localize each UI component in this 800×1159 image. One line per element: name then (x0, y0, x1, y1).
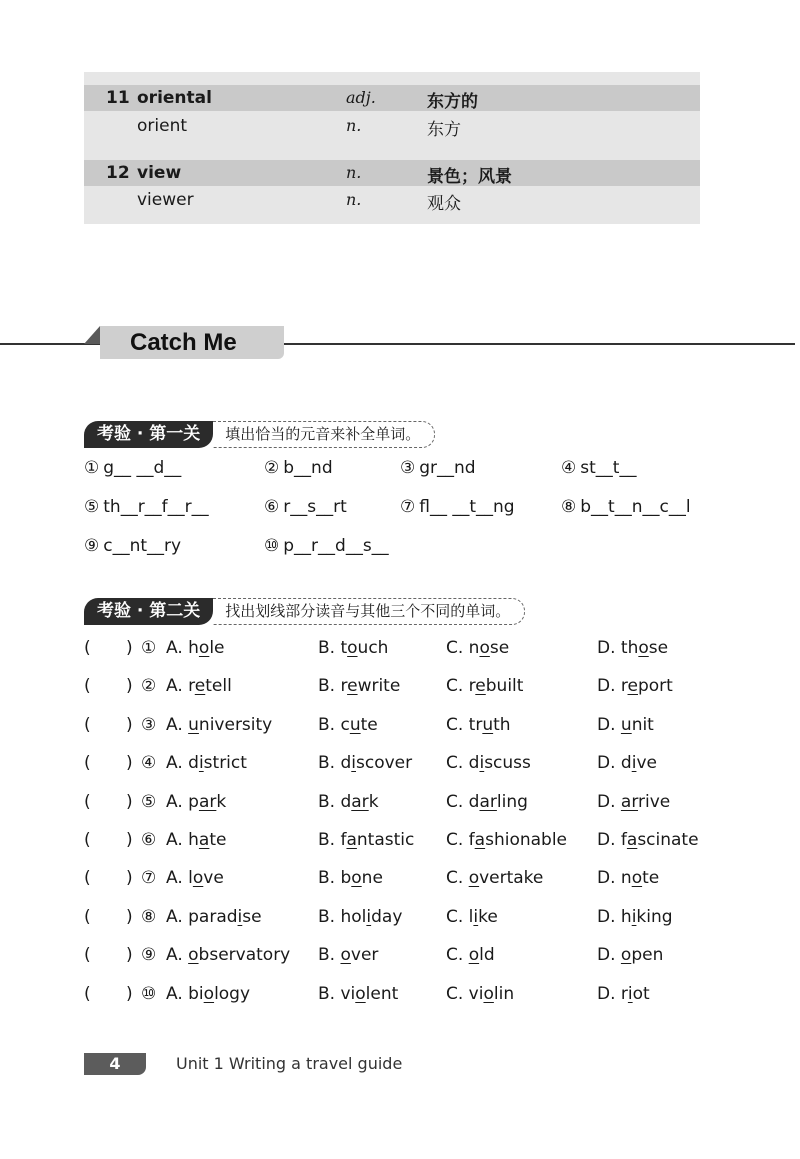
option-prefix: D. f (597, 830, 627, 850)
choice-option[interactable] (318, 676, 400, 696)
item-number: ⑥ (264, 497, 280, 517)
option-suffix: uch (357, 638, 389, 658)
underlined-letters: o (203, 984, 215, 1004)
choice-option[interactable] (446, 753, 531, 773)
option-suffix: tell (205, 676, 232, 696)
answer-blank[interactable] (94, 984, 124, 1004)
option-suffix: ld (479, 945, 495, 965)
option-suffix: te (360, 715, 378, 735)
underlined-letters: o (192, 868, 204, 888)
fill-in-item (400, 458, 476, 478)
underlined-letters: ar (620, 792, 639, 812)
option-prefix: C. vi (446, 984, 484, 1004)
underlined-letters: u (188, 715, 199, 735)
answer-paren-open: ( (84, 984, 91, 1004)
question-number: ⑧ (141, 907, 157, 927)
option-suffix: bservatory (198, 945, 291, 965)
item-number: ⑨ (84, 536, 100, 556)
item-number: ④ (561, 458, 577, 478)
option-prefix: C. n (446, 638, 480, 658)
answer-paren-open: ( (84, 792, 91, 812)
section-title: Catch Me (100, 326, 284, 359)
option-suffix: le (209, 638, 225, 658)
level1-instruction: 填出恰当的元音来补全单词。 (213, 421, 435, 448)
underlined-letters: o (351, 868, 362, 888)
answer-paren-close: ) (126, 830, 133, 850)
option-suffix: nit (631, 715, 654, 735)
option-prefix: C. tr (446, 715, 483, 735)
answer-blank[interactable] (94, 676, 124, 696)
fill-in-word[interactable]: fl__ __t__ng (419, 497, 515, 517)
choice-option[interactable] (318, 868, 383, 888)
answer-paren-close: ) (126, 792, 133, 812)
choice-option[interactable] (166, 868, 224, 888)
fill-in-word[interactable]: b__t__n__c__l (580, 497, 691, 517)
vocab-pos: n. (346, 163, 362, 182)
underlined-letters: o (479, 638, 490, 658)
fill-in-item (84, 458, 181, 478)
answer-paren-close: ) (126, 676, 133, 696)
answer-paren-open: ( (84, 830, 91, 850)
answer-paren-close: ) (126, 984, 133, 1004)
choice-option[interactable] (318, 984, 398, 1004)
option-prefix: B. d (318, 753, 352, 773)
option-prefix: B. t (318, 638, 348, 658)
option-prefix: C. r (446, 676, 476, 696)
option-prefix: D. r (597, 984, 628, 1004)
option-suffix: rive (638, 792, 671, 812)
question-number: ④ (141, 753, 157, 773)
option-suffix: ver (350, 945, 379, 965)
underlined-letters: o (198, 638, 210, 658)
fill-in-item (264, 536, 389, 556)
answer-blank[interactable] (94, 945, 124, 965)
option-prefix: A. h (166, 830, 199, 850)
underlined-letters: e (627, 676, 638, 696)
choice-option[interactable] (166, 676, 232, 696)
question-number: ⑩ (141, 984, 157, 1004)
choice-option[interactable] (446, 830, 567, 850)
fill-in-item (84, 536, 181, 556)
answer-paren-open: ( (84, 907, 91, 927)
option-prefix: D. n (597, 868, 632, 888)
choice-option[interactable] (597, 984, 650, 1004)
option-prefix: D. (597, 945, 621, 965)
option-suffix: logy (214, 984, 251, 1004)
underlined-letters: u (482, 715, 494, 735)
option-suffix: vertake (479, 868, 544, 888)
underlined-letters: u (620, 715, 632, 735)
option-suffix: te (209, 830, 227, 850)
underlined-letters: ar (351, 792, 369, 812)
option-suffix: built (485, 676, 524, 696)
level1-header (84, 421, 435, 448)
choice-option[interactable] (166, 984, 250, 1004)
choice-option[interactable] (318, 945, 378, 965)
choice-option[interactable] (597, 945, 663, 965)
question-number: ② (141, 676, 157, 696)
choice-option[interactable] (597, 638, 668, 658)
option-suffix: k (368, 792, 379, 812)
option-suffix: shionable (485, 830, 568, 850)
vocab-meaning: 东方的 (427, 92, 478, 112)
option-suffix: ot (632, 984, 650, 1004)
answer-paren-close: ) (126, 715, 133, 735)
choice-option[interactable] (446, 907, 498, 927)
option-prefix: B. vi (318, 984, 356, 1004)
fill-in-word[interactable]: b__nd (283, 458, 333, 478)
choice-option[interactable] (446, 638, 509, 658)
choice-option[interactable] (597, 830, 699, 850)
vocab-word: oriental (137, 88, 212, 108)
option-prefix: C. d (446, 753, 480, 773)
fill-in-item (84, 497, 209, 517)
fill-in-word[interactable]: st__t__ (580, 458, 637, 478)
level2-badge: 考验 · 第二关 (84, 598, 213, 625)
option-prefix: D. (597, 715, 621, 735)
answer-paren-close: ) (126, 907, 133, 927)
answer-paren-close: ) (126, 753, 133, 773)
choice-option[interactable] (318, 715, 378, 735)
vocab-meaning: 景色；风景 (427, 167, 512, 187)
fill-in-word[interactable]: th__r__f__r__ (103, 497, 209, 517)
underlined-letters: i (631, 753, 637, 773)
underlined-letters: i (366, 907, 372, 927)
option-suffix: pen (631, 945, 664, 965)
question-number: ⑥ (141, 830, 157, 850)
fill-in-word[interactable]: r__s__rt (283, 497, 347, 517)
fill-in-word[interactable]: p__r__d__s__ (283, 536, 389, 556)
choice-option[interactable] (166, 792, 226, 812)
answer-blank[interactable] (94, 753, 124, 773)
choice-option[interactable] (446, 868, 543, 888)
option-prefix: A. p (166, 792, 199, 812)
option-prefix: D. d (597, 753, 632, 773)
choice-option[interactable] (446, 945, 495, 965)
answer-paren-open: ( (84, 868, 91, 888)
option-prefix: C. (446, 945, 469, 965)
footer-unit-title: Unit 1 Writing a travel guide (176, 1054, 403, 1073)
option-suffix: se (242, 907, 262, 927)
option-suffix: ve (203, 868, 224, 888)
underlined-letters: o (638, 638, 649, 658)
underlined-letters: i (473, 907, 479, 927)
option-prefix: C. l (446, 907, 474, 927)
level2-instruction: 找出划线部分读音与其他三个不同的单词。 (213, 598, 525, 625)
option-suffix: k (216, 792, 227, 812)
choice-option[interactable] (318, 907, 402, 927)
answer-blank[interactable] (94, 868, 124, 888)
option-suffix: lin (493, 984, 515, 1004)
underlined-letters: a (474, 830, 486, 850)
answer-paren-open: ( (84, 945, 91, 965)
option-prefix: D. r (597, 676, 628, 696)
choice-option[interactable] (166, 638, 225, 658)
option-prefix: A. r (166, 676, 195, 696)
underlined-letters: i (237, 907, 243, 927)
choice-option[interactable] (166, 753, 247, 773)
choice-option[interactable] (318, 830, 414, 850)
option-prefix: B. r (318, 676, 348, 696)
fill-in-word[interactable]: gr__nd (419, 458, 476, 478)
underlined-letters: a (198, 830, 210, 850)
option-suffix: ke (478, 907, 498, 927)
vocab-sub-meaning: 观众 (427, 194, 461, 214)
answer-paren-open: ( (84, 753, 91, 773)
answer-paren-close: ) (126, 868, 133, 888)
underlined-letters: u (349, 715, 361, 735)
choice-option[interactable] (166, 830, 226, 850)
option-prefix: A. l (166, 868, 193, 888)
option-prefix: A. parad (166, 907, 238, 927)
option-prefix: B. (318, 945, 341, 965)
option-suffix: scuss (484, 753, 531, 773)
underlined-letters: a (626, 830, 638, 850)
question-number: ③ (141, 715, 157, 735)
option-suffix: se (648, 638, 669, 658)
underlined-letters: a (346, 830, 357, 850)
option-prefix: C. f (446, 830, 475, 850)
option-suffix: ve (636, 753, 657, 773)
option-suffix: se (489, 638, 510, 658)
vocab-pos: adj. (346, 88, 376, 107)
choice-option[interactable] (446, 715, 511, 735)
option-suffix: scinate (637, 830, 699, 850)
option-prefix: A. bi (166, 984, 204, 1004)
option-suffix: scover (356, 753, 413, 773)
option-prefix: B. d (318, 792, 352, 812)
vocab-word: view (137, 163, 182, 183)
choice-option[interactable] (597, 753, 657, 773)
answer-blank[interactable] (94, 792, 124, 812)
section-rule-right (284, 343, 795, 345)
underlined-letters: o (468, 868, 480, 888)
underlined-letters: o (340, 945, 351, 965)
choice-option[interactable] (597, 792, 670, 812)
answer-blank[interactable] (94, 907, 124, 927)
item-number: ③ (400, 458, 416, 478)
underlined-letters: i (627, 984, 633, 1004)
question-number: ⑦ (141, 868, 157, 888)
section-tab-corner (84, 326, 100, 344)
question-number: ① (141, 638, 157, 658)
choice-option[interactable] (166, 715, 272, 735)
question-number: ⑨ (141, 945, 157, 965)
vocab-number: 11 (106, 88, 130, 108)
option-suffix: ntastic (356, 830, 415, 850)
underlined-letters: e (347, 676, 358, 696)
option-prefix: A. h (166, 638, 199, 658)
option-suffix: te (642, 868, 660, 888)
option-prefix: C. d (446, 792, 480, 812)
answer-paren-open: ( (84, 676, 91, 696)
choice-option[interactable] (446, 792, 528, 812)
underlined-letters: o (188, 945, 199, 965)
fill-in-item (400, 497, 515, 517)
choice-option[interactable] (597, 676, 673, 696)
vocab-sub-word: orient (137, 116, 188, 136)
option-prefix: A. (166, 945, 189, 965)
item-number: ⑧ (561, 497, 577, 517)
underlined-letters: o (355, 984, 366, 1004)
choice-option[interactable] (318, 753, 412, 773)
answer-blank[interactable] (94, 715, 124, 735)
underlined-letters: o (631, 868, 643, 888)
option-prefix: D. h (597, 907, 632, 927)
underlined-letters: o (620, 945, 632, 965)
option-prefix: A. (166, 715, 189, 735)
choice-option[interactable] (166, 945, 290, 965)
underlined-letters: o (347, 638, 358, 658)
option-suffix: strict (203, 753, 247, 773)
level1-badge: 考验 · 第一关 (84, 421, 213, 448)
underlined-letters: i (479, 753, 485, 773)
fill-in-item (264, 497, 347, 517)
choice-option[interactable] (166, 907, 262, 927)
answer-paren-open: ( (84, 638, 91, 658)
choice-option[interactable] (597, 907, 673, 927)
underlined-letters: i (631, 907, 637, 927)
option-suffix: king (636, 907, 673, 927)
option-suffix: write (357, 676, 401, 696)
underlined-letters: i (198, 753, 204, 773)
underlined-letters: ar (479, 792, 497, 812)
option-prefix: B. c (318, 715, 350, 735)
option-prefix: B. f (318, 830, 347, 850)
fill-in-item (561, 458, 636, 478)
underlined-letters: o (468, 945, 480, 965)
item-number: ⑤ (84, 497, 100, 517)
choice-option[interactable] (318, 792, 379, 812)
option-prefix: B. b (318, 868, 352, 888)
page-number: 4 (84, 1053, 146, 1075)
choice-option[interactable] (597, 868, 659, 888)
option-prefix: B. hol (318, 907, 367, 927)
fill-in-item (561, 497, 691, 517)
fill-in-word[interactable]: c__nt__ry (103, 536, 182, 556)
choice-option[interactable] (446, 676, 523, 696)
option-suffix: ling (496, 792, 528, 812)
fill-in-word[interactable]: g__ __d__ (103, 458, 182, 478)
answer-paren-close: ) (126, 945, 133, 965)
option-prefix: A. d (166, 753, 199, 773)
underlined-letters: i (351, 753, 356, 773)
vocab-sub-pos: n. (346, 116, 362, 135)
level2-header (84, 598, 525, 625)
option-suffix: ne (361, 868, 383, 888)
underlined-letters: ar (198, 792, 217, 812)
underlined-letters: e (475, 676, 486, 696)
option-prefix: D. th (597, 638, 639, 658)
underlined-letters: e (194, 676, 206, 696)
choice-option[interactable] (318, 638, 388, 658)
choice-option[interactable] (446, 984, 514, 1004)
item-number: ⑦ (400, 497, 416, 517)
vocab-sub-pos: n. (346, 190, 362, 209)
vocab-number: 12 (106, 163, 130, 183)
question-number: ⑤ (141, 792, 157, 812)
option-suffix: day (371, 907, 403, 927)
answer-blank[interactable] (94, 830, 124, 850)
item-number: ⑩ (264, 536, 280, 556)
vocab-sub-meaning: 东方 (427, 120, 461, 140)
item-number: ② (264, 458, 280, 478)
option-prefix: D. (597, 792, 621, 812)
option-prefix: C. (446, 868, 469, 888)
option-suffix: port (637, 676, 673, 696)
option-suffix: th (493, 715, 511, 735)
fill-in-item (264, 458, 333, 478)
underlined-letters: o (483, 984, 494, 1004)
choice-option[interactable] (597, 715, 654, 735)
vocab-sub-word: viewer (137, 190, 194, 210)
item-number: ① (84, 458, 100, 478)
answer-paren-open: ( (84, 715, 91, 735)
option-suffix: niversity (198, 715, 273, 735)
answer-blank[interactable] (94, 638, 124, 658)
answer-paren-close: ) (126, 638, 133, 658)
option-suffix: lent (365, 984, 399, 1004)
